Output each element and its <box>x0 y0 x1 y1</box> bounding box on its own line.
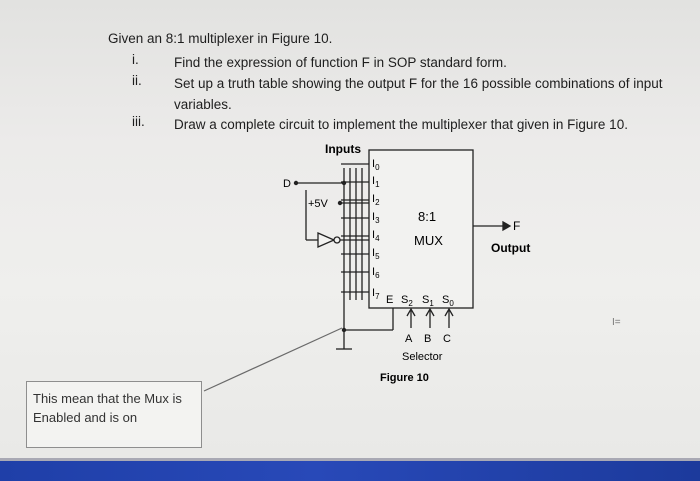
d-input-label: D <box>283 178 291 190</box>
enable-pin-label: E <box>386 294 394 306</box>
select-a: A <box>405 333 413 345</box>
select-c: C <box>443 333 451 345</box>
pin-i7: $I_7$ <box>372 287 380 301</box>
plus-5v-label: +5V <box>308 198 328 210</box>
question-number: iii. <box>132 114 145 129</box>
select-s2-label: $S_2$ <box>401 294 413 308</box>
question-text: Draw a complete circuit to implement the multiplexer that given in Figure 10. <box>174 117 628 132</box>
pin-i6: $I_6$ <box>372 266 380 280</box>
select-b: B <box>424 333 432 345</box>
pin-i4: $I_4$ <box>372 229 380 243</box>
question-number: i. <box>132 52 139 67</box>
inputs-label: Inputs <box>325 142 361 156</box>
mux-box <box>369 150 473 308</box>
problem-title: Given an 8:1 multiplexer in Figure 10. <box>108 31 333 46</box>
output-label: Output <box>491 241 531 255</box>
pin-i2: $I_2$ <box>372 193 380 207</box>
mux-ratio: 8:1 <box>418 209 437 224</box>
pin-i5: $I_5$ <box>372 247 380 261</box>
select-s1-label: $S_1$ <box>422 294 434 308</box>
mux-name: MUX <box>414 233 443 248</box>
pin-i1: $I_1$ <box>372 175 380 189</box>
figure-caption: Figure 10 <box>380 372 429 384</box>
question-text: Set up a truth table showing the output F for the 16 possible combinations of input variables. <box>174 76 663 112</box>
question-number: ii. <box>132 73 142 88</box>
pin-i0: $I_0$ <box>372 158 380 172</box>
handwritten-note-box <box>26 381 202 448</box>
question-text: Find the expression of function F in SOP standard form. <box>174 55 507 70</box>
taskbar <box>0 461 700 481</box>
select-s0-label: $S_0$ <box>442 294 454 308</box>
selector-label: Selector <box>402 351 443 363</box>
note-text: This mean that the Mux is Enabled and is on <box>33 391 182 425</box>
cursor-watermark: I= <box>612 317 621 328</box>
pin-i3: $I_3$ <box>372 211 380 225</box>
output-variable: F <box>513 219 521 233</box>
